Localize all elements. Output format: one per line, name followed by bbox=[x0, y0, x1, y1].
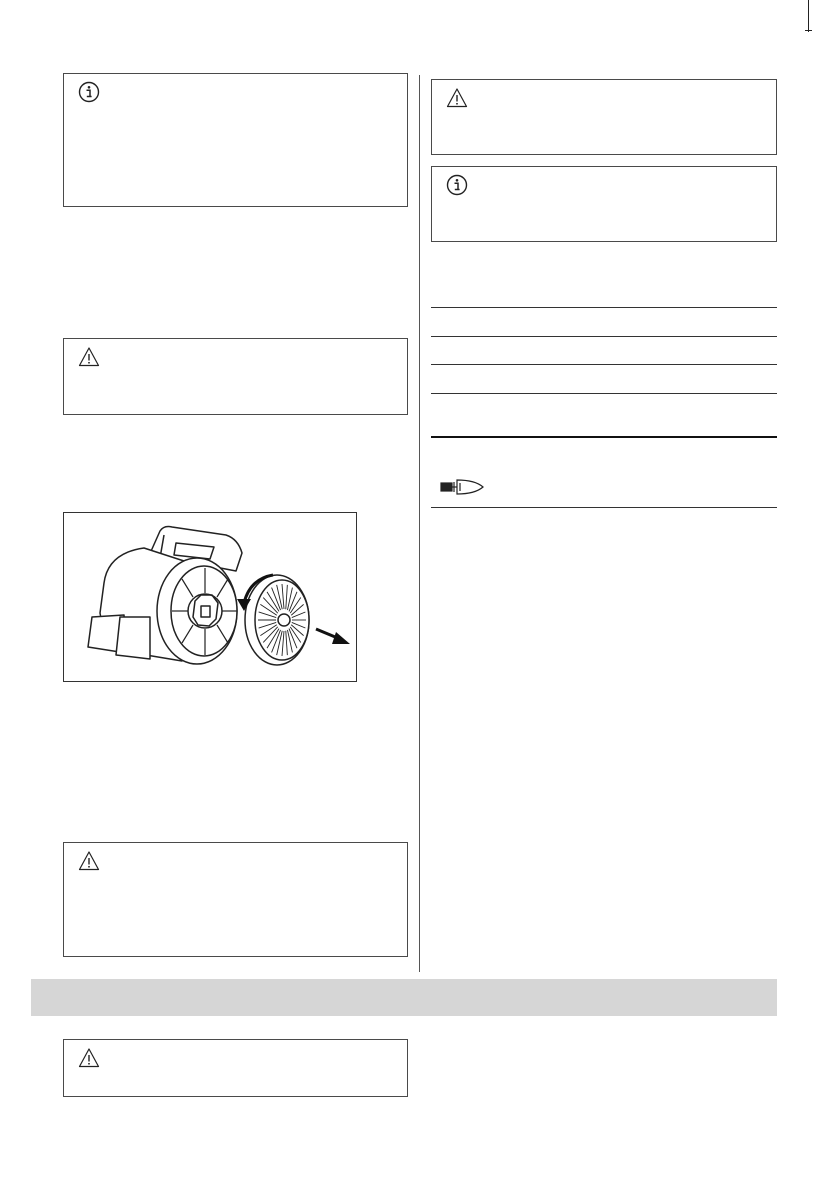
table-rule bbox=[431, 364, 777, 365]
table-rule bbox=[431, 307, 777, 308]
warning-notice-box bbox=[63, 1039, 408, 1097]
table-rule bbox=[431, 336, 777, 337]
info-notice-box bbox=[63, 73, 408, 207]
warning-triangle-icon bbox=[78, 346, 100, 368]
table-rule bbox=[431, 393, 777, 394]
fan-filter-figure bbox=[63, 512, 357, 682]
info-icon bbox=[78, 81, 100, 103]
fan-motor-filter-removal-illustration bbox=[64, 513, 356, 681]
warning-triangle-icon bbox=[78, 1047, 100, 1069]
info-notice-box bbox=[431, 166, 777, 242]
light-bulb-icon bbox=[437, 477, 485, 497]
section-header-bar bbox=[31, 979, 777, 1016]
table-rule-thick bbox=[431, 436, 777, 438]
warning-triangle-icon bbox=[78, 850, 100, 872]
warning-notice-box bbox=[63, 842, 408, 957]
warning-notice-box bbox=[431, 79, 777, 155]
warning-notice-box bbox=[63, 338, 408, 415]
warning-triangle-icon bbox=[446, 87, 468, 109]
page-corner-mark bbox=[805, 0, 811, 32]
table-rule bbox=[431, 507, 777, 508]
column-divider bbox=[419, 75, 420, 972]
info-icon bbox=[446, 174, 468, 196]
